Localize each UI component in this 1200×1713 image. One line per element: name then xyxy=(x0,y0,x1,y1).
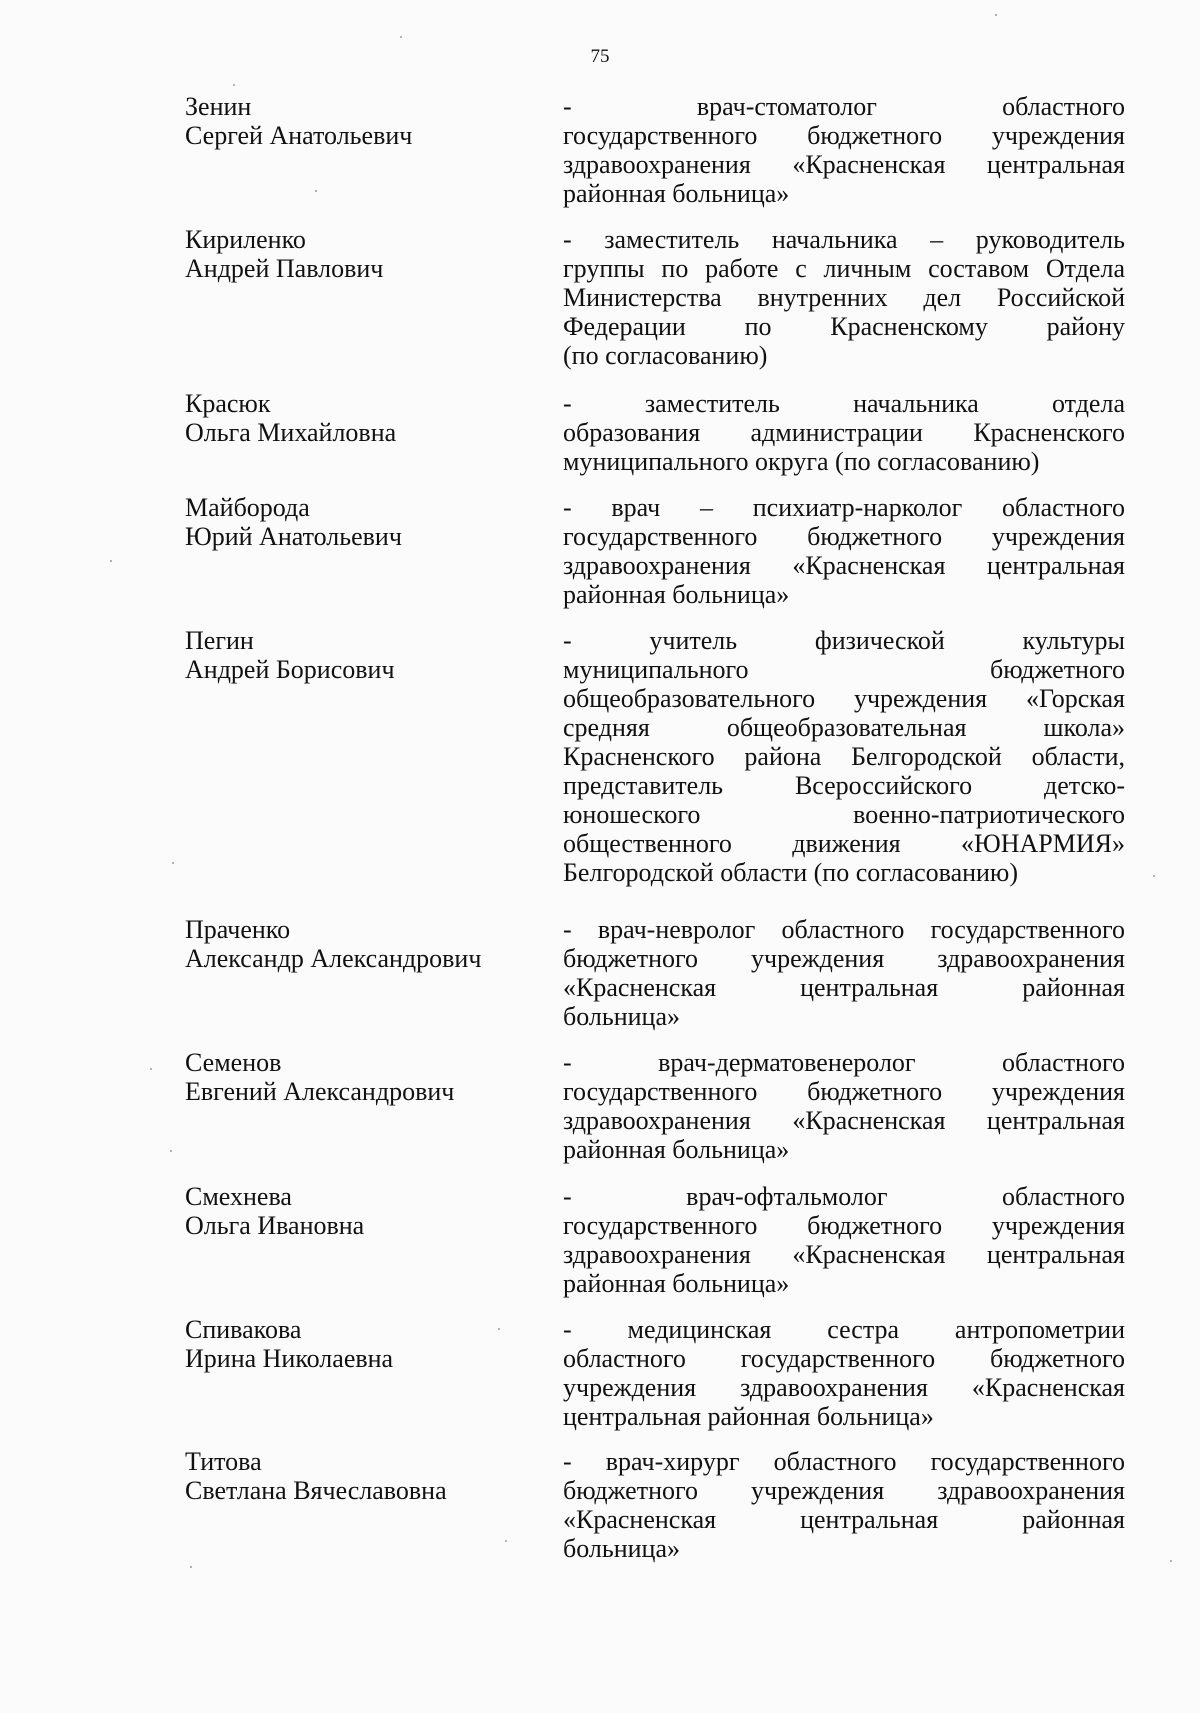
position-line: районная больница» xyxy=(563,179,790,208)
member-given-names: Юрий Анатольевич xyxy=(185,522,402,551)
member-surname: Семенов xyxy=(185,1048,282,1077)
position-line: - врач-дерматовенеролог областного xyxy=(563,1048,1125,1077)
position-line: - заместитель начальника отдела xyxy=(563,389,1125,418)
position-line: здравоохранения «Красненская центральная xyxy=(563,1106,1125,1135)
member-given-names: Андрей Борисович xyxy=(185,655,395,684)
position-line: Федерации по Красненскому району xyxy=(563,312,1125,341)
member-position xyxy=(563,493,1125,609)
member-surname: Майборода xyxy=(185,493,310,522)
member-surname: Зенин xyxy=(185,92,252,121)
member-given-names: Ольга Михайловна xyxy=(185,418,397,447)
member-name xyxy=(185,1315,535,1373)
position-line: (по согласованию) xyxy=(563,341,768,370)
scan-speck xyxy=(315,190,317,192)
position-line: районная больница» xyxy=(563,580,790,609)
position-line: - врач – психиатр-нарколог областного xyxy=(563,493,1125,522)
scan-speck xyxy=(505,1540,507,1542)
member-position xyxy=(563,389,1125,476)
member-given-names: Александр Александрович xyxy=(185,944,482,973)
position-line: средняя общеобразовательная школа» xyxy=(563,713,1125,742)
position-line: Белгородской области (по согласованию) xyxy=(563,858,1019,887)
member-position xyxy=(563,225,1125,370)
position-line: центральная районная больница» xyxy=(563,1402,934,1431)
position-line: больница» xyxy=(563,1002,680,1031)
member-position xyxy=(563,92,1125,208)
member-given-names: Евгений Александрович xyxy=(185,1077,455,1106)
member-name xyxy=(185,915,535,973)
member-name xyxy=(185,225,535,283)
position-line: учреждения здравоохранения «Красненская xyxy=(563,1373,1125,1402)
position-line: - медицинская сестра антропометрии xyxy=(563,1315,1125,1344)
position-line: - врач-стоматолог областного xyxy=(563,92,1125,121)
scan-speck xyxy=(170,1150,172,1152)
position-line: районная больница» xyxy=(563,1135,790,1164)
position-line: - заместитель начальника – руководитель xyxy=(563,225,1125,254)
position-line: здравоохранения «Красненская центральная xyxy=(563,551,1125,580)
member-surname: Спивакова xyxy=(185,1315,302,1344)
scan-speck xyxy=(110,560,112,562)
member-position xyxy=(563,1315,1125,1431)
position-line: - учитель физической культуры xyxy=(563,626,1125,655)
member-position xyxy=(563,1048,1125,1164)
position-line: бюджетного учреждения здравоохранения xyxy=(563,1476,1125,1505)
member-given-names: Сергей Анатольевич xyxy=(185,121,413,150)
scan-speck xyxy=(995,14,997,16)
scan-speck xyxy=(1153,875,1155,877)
position-line: представитель Всероссийского детско- xyxy=(563,771,1125,800)
scan-speck xyxy=(172,862,174,864)
member-surname: Кириленко xyxy=(185,225,306,254)
member-name xyxy=(185,1048,535,1106)
member-name xyxy=(185,389,535,447)
position-line: государственного бюджетного учреждения xyxy=(563,121,1125,150)
position-line: государственного бюджетного учреждения xyxy=(563,1077,1125,1106)
position-line: здравоохранения «Красненская центральная xyxy=(563,150,1125,179)
position-line: Министерства внутренних дел Российской xyxy=(563,283,1125,312)
member-surname: Праченко xyxy=(185,915,291,944)
position-line: общеобразовательного учреждения «Горская xyxy=(563,684,1125,713)
position-line: Красненского района Белгородской области, xyxy=(563,742,1125,771)
member-surname: Смехнева xyxy=(185,1182,292,1211)
member-position xyxy=(563,915,1125,1031)
position-line: - врач-невролог областного государственного xyxy=(563,915,1125,944)
member-name xyxy=(185,493,535,551)
member-surname: Пегин xyxy=(185,626,254,655)
scan-speck xyxy=(1170,1560,1172,1562)
scan-speck xyxy=(233,84,235,86)
member-name xyxy=(185,626,535,684)
member-given-names: Ирина Николаевна xyxy=(185,1344,394,1373)
position-line: государственного бюджетного учреждения xyxy=(563,522,1125,551)
member-given-names: Светлана Вячеславовна xyxy=(185,1476,447,1505)
member-name xyxy=(185,1182,535,1240)
scan-speck xyxy=(190,1566,192,1568)
member-given-names: Ольга Ивановна xyxy=(185,1211,365,1240)
member-surname: Титова xyxy=(185,1447,262,1476)
position-line: государственного бюджетного учреждения xyxy=(563,1211,1125,1240)
scan-speck xyxy=(400,36,402,38)
position-line: «Красненская центральная районная xyxy=(563,1505,1125,1534)
position-line: - врач-офтальмолог областного xyxy=(563,1182,1125,1211)
member-surname: Красюк xyxy=(185,389,271,418)
position-line: образования администрации Красненского xyxy=(563,418,1125,447)
member-position xyxy=(563,626,1125,887)
position-line: группы по работе с личным составом Отдела xyxy=(563,254,1125,283)
position-line: общественного движения «ЮНАРМИЯ» xyxy=(563,829,1125,858)
position-line: муниципального бюджетного xyxy=(563,655,1125,684)
position-line: больница» xyxy=(563,1534,680,1563)
position-line: районная больница» xyxy=(563,1269,790,1298)
position-line: бюджетного учреждения здравоохранения xyxy=(563,944,1125,973)
member-name xyxy=(185,1447,535,1505)
page-number: 75 xyxy=(590,46,610,67)
position-line: областного государственного бюджетного xyxy=(563,1344,1125,1373)
position-line: - врач-хирург областного государственного xyxy=(563,1447,1125,1476)
member-position xyxy=(563,1447,1125,1563)
scan-speck xyxy=(150,1068,152,1070)
position-line: муниципального округа (по согласованию) xyxy=(563,447,1040,476)
member-position xyxy=(563,1182,1125,1298)
member-given-names: Андрей Павлович xyxy=(185,254,384,283)
position-line: юношеского военно-патриотического xyxy=(563,800,1125,829)
position-line: «Красненская центральная районная xyxy=(563,973,1125,1002)
position-line: здравоохранения «Красненская центральная xyxy=(563,1240,1125,1269)
member-name xyxy=(185,92,535,150)
